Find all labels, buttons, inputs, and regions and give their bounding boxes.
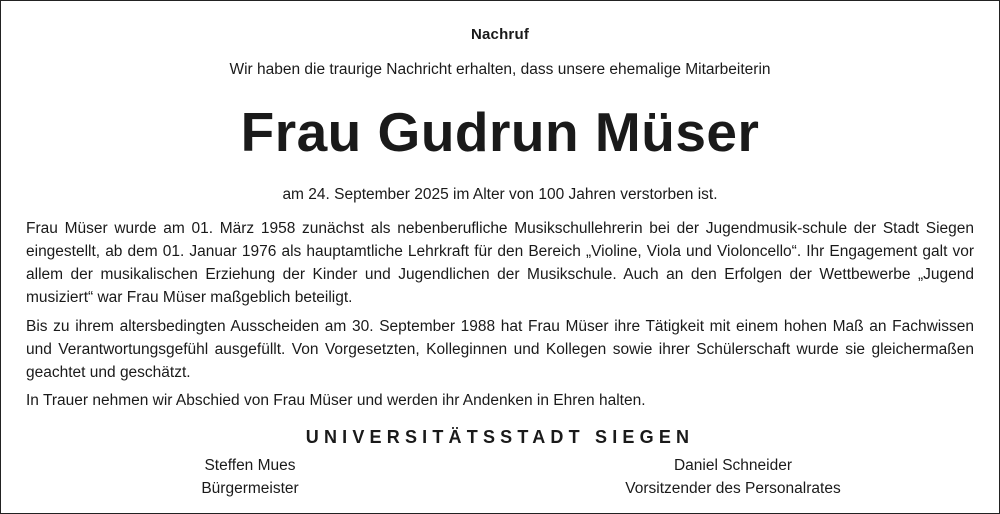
signatory-name: Daniel Schneider (673, 457, 793, 474)
signatory-name: Steffen Mues (204, 457, 296, 474)
signatory-role: Bürgermeister (201, 480, 299, 497)
signatory-role: Vorsitzender des Personalrates (625, 480, 841, 497)
paragraph-farewell: In Trauer nehmen wir Abschied von Frau Müser und werden ihr Andenken in Ehren halten. (26, 392, 646, 409)
organization-name: UNIVERSITÄTSSTADT SIEGEN (305, 427, 695, 447)
paragraph-career: Frau Müser wurde am 01. März 1958 zunächst als nebenberufliche Musikschullehrerin bei der Jugendmusik-schule der Stadt Siegen eingestellt, ab dem 01. Januar 1976 als hauptamtliche Lehrkraft für den Bereich „Violine, Viola und Violoncello“. Ihr Engagement galt vor allem der musikalischen Erziehung der Kinder und Jugendlichen der Musikschule. Auch an den Erfolgen der Wettbewerbe „Jugend musiziert“ war Frau Müser maßgeblich beteiligt. (26, 220, 974, 306)
deceased-name: Frau Gudrun Müser (240, 101, 760, 163)
intro-line: Wir haben die traurige Nachricht erhalten, dass unsere ehemalige Mitarbeiterin (229, 61, 771, 78)
paragraph-retirement: Bis zu ihrem altersbedingten Ausscheiden am 30. September 1988 hat Frau Müser ihre Tätigkeit mit einem hohen Maß an Fachwissen und Verantwortungsgefühl ausgefüllt. Von Vorgesetzten, Kolleginnen und Kollegen sowie ihrer Schülerschaft wurde sie gleichermaßen geachtet und geschätzt. (26, 318, 974, 381)
death-line: am 24. September 2025 im Alter von 100 Jahren verstorben ist. (282, 186, 718, 203)
signatory-right (608, 454, 858, 500)
signatory-left (150, 454, 350, 500)
notice-heading: Nachruf (470, 26, 530, 43)
